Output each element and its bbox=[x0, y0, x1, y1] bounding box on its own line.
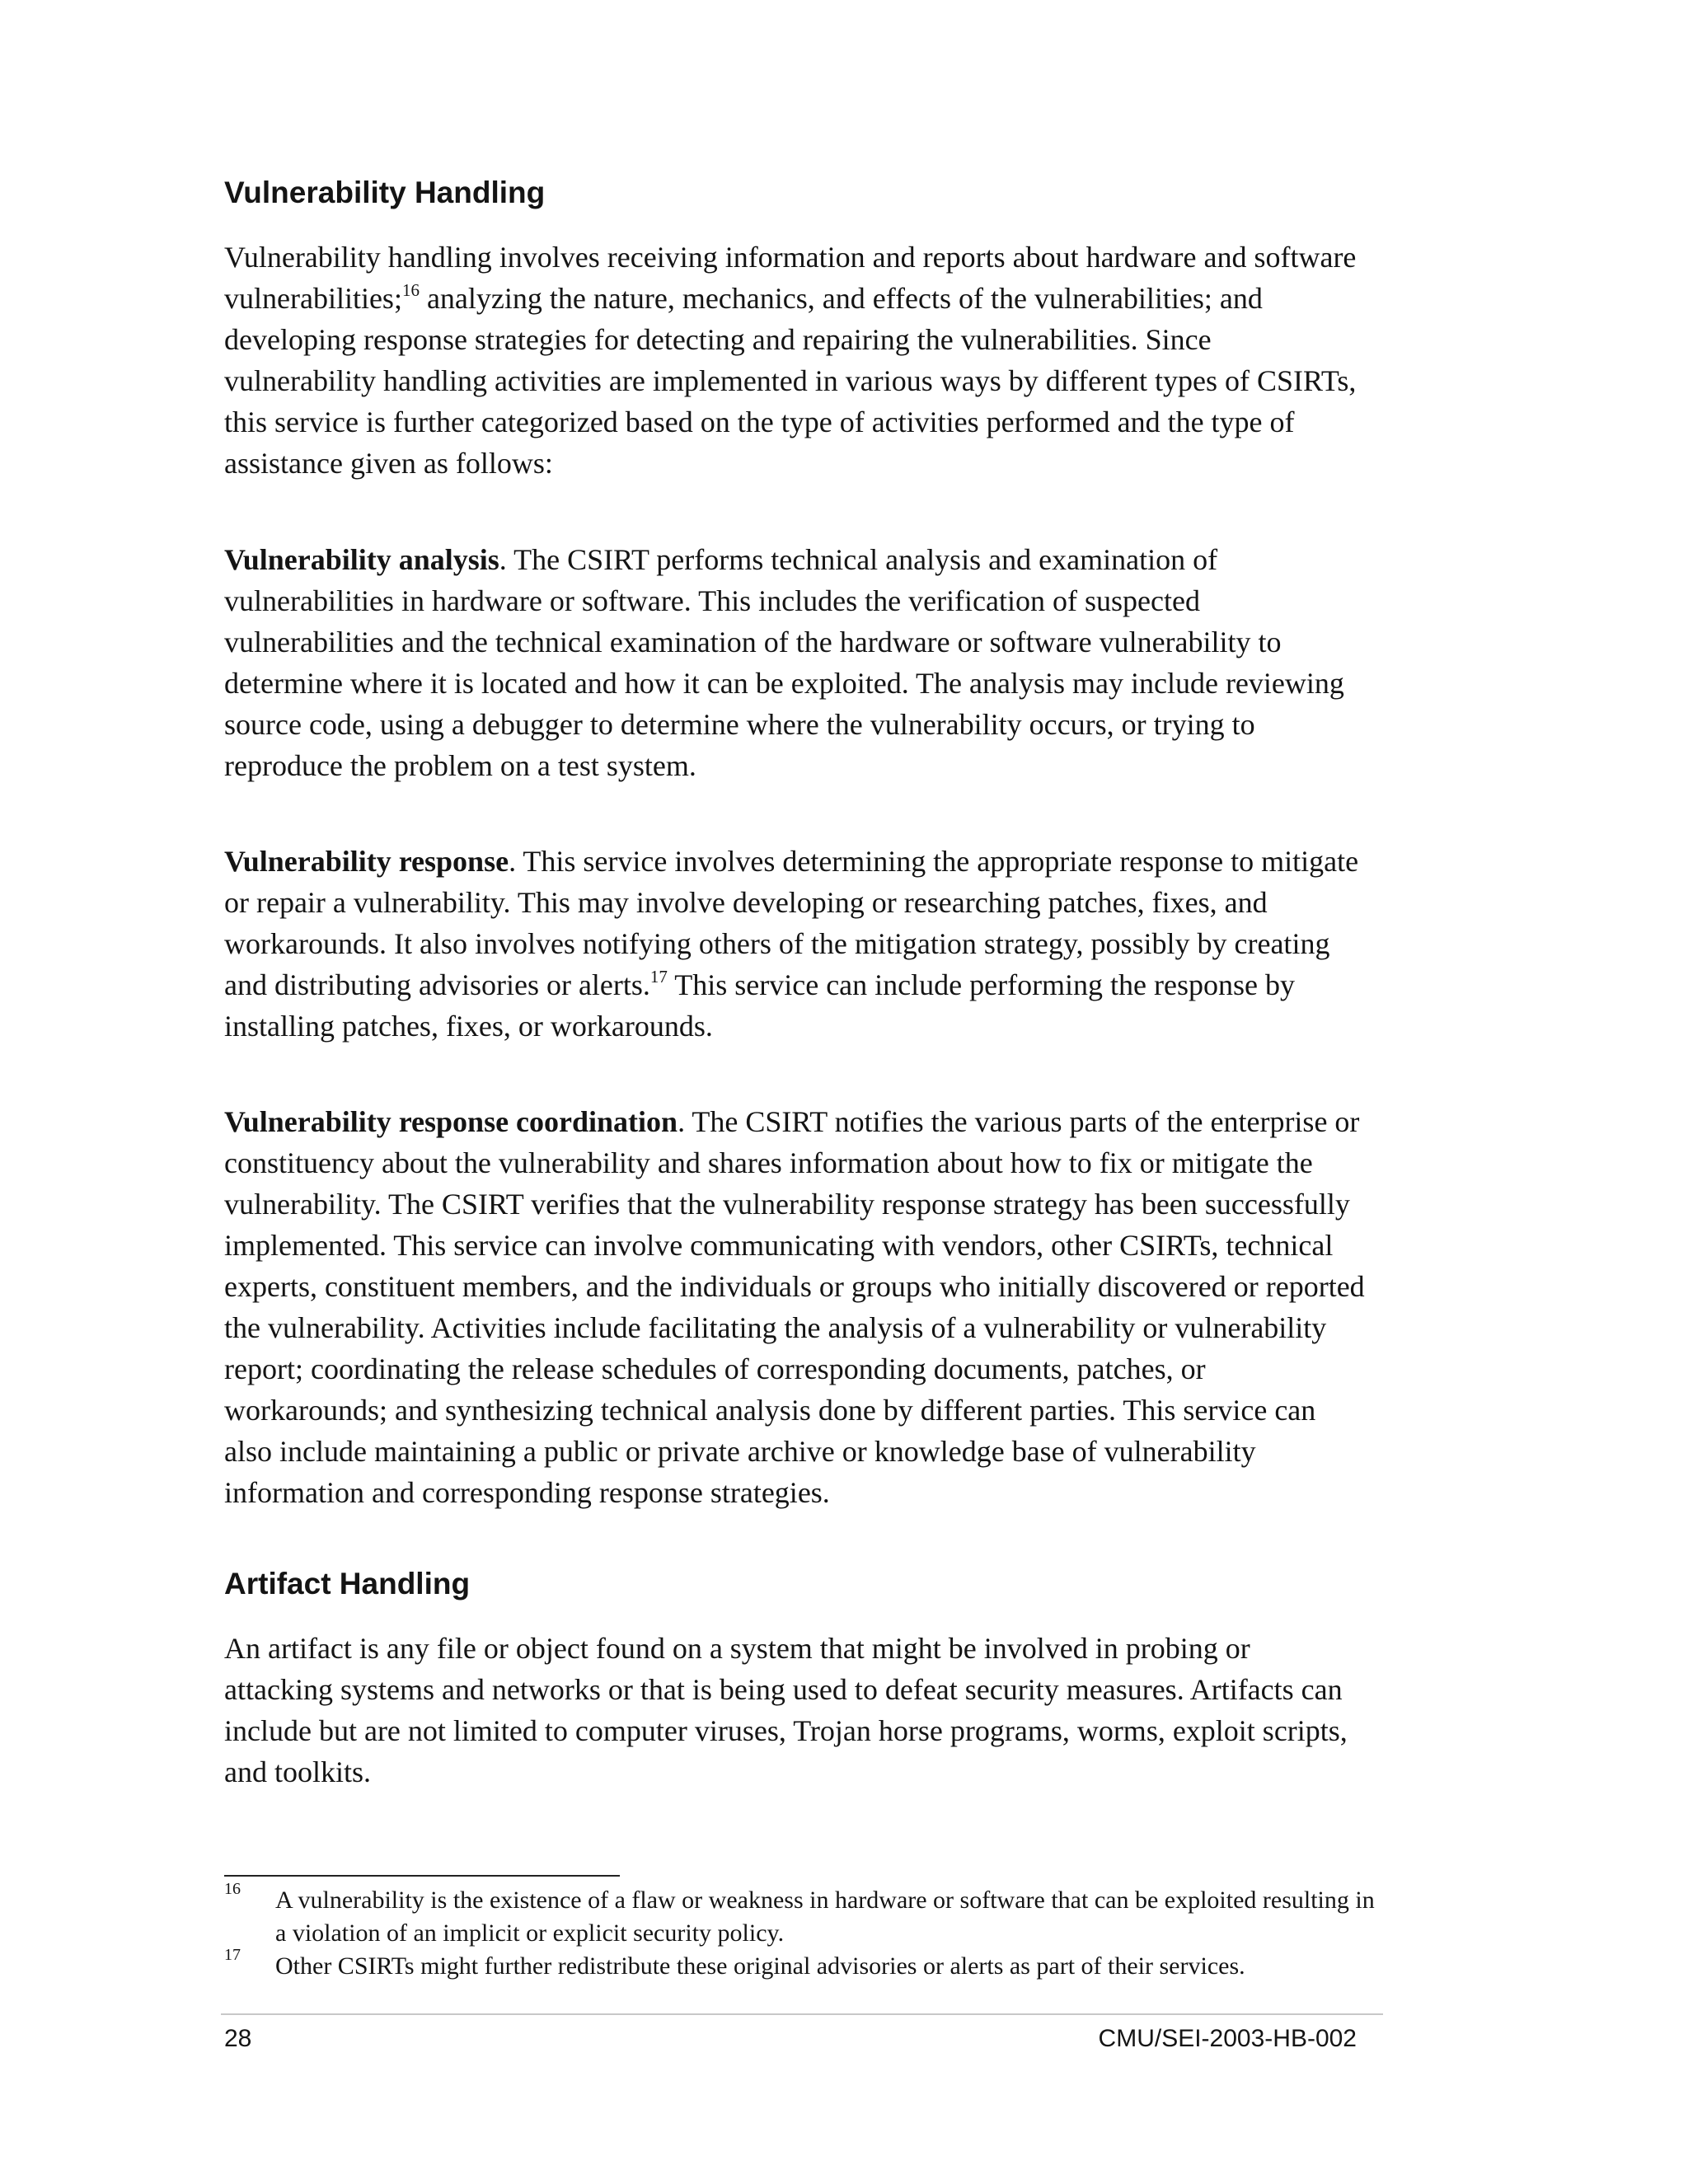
intro-text-part1: Vulnerability handling involves receiving information and reports about hardware and software vulnerabilities; bbox=[224, 241, 1357, 315]
heading-vulnerability-handling: Vulnerability Handling bbox=[224, 176, 546, 209]
response-text-part1: . This service involves determining the appropriate response to mitigate or repair a vulnerability. This may involve developing or researching patches, fixes, and workarounds. It also involves notifying others of the mitigation strategy, possibly by creating and distributing advisories or alerts. bbox=[224, 845, 1359, 1001]
page-number: 28 bbox=[224, 2025, 252, 2052]
term-vulnerability-response: Vulnerability response bbox=[224, 845, 509, 878]
response-text-part2: This service can include performing the response by installing patches, fixes, or workarounds. bbox=[224, 968, 1296, 1043]
footnote-number: 17 bbox=[224, 1946, 241, 1964]
footnote-number: 16 bbox=[224, 1880, 241, 1898]
paragraph-vulnerability-analysis bbox=[224, 539, 1366, 786]
footnote-ref-17[interactable]: 17 bbox=[649, 967, 668, 987]
heading-artifact-handling: Artifact Handling bbox=[224, 1567, 471, 1601]
coordination-text: . The CSIRT notifies the various parts of the enterprise or constituency about the vulnerability and shares information about how to fix or mitigate the vulnerability. The CSIRT verifies that the vulnerability response strategy has been successfully implemented. This service can involve communicating with vendors, other CSIRTs, technical experts, constituent members, and the individuals or groups who initially discovered or reported the vulnerability. Activities include facilitating the analysis of a vulnerability or vulnerability report; coordinating the release schedules of corresponding documents, patches, or workarounds; and synthesizing technical analysis done by different parties. This service can also include maintaining a public or private archive or knowledge base of vulnerability information and corresponding response strategies. bbox=[224, 1105, 1365, 1509]
term-vulnerability-analysis: Vulnerability analysis bbox=[224, 543, 499, 576]
document-id: CMU/SEI-2003-HB-002 bbox=[1098, 2025, 1357, 2052]
footer-separator bbox=[221, 2013, 1383, 2015]
footnote-text: Other CSIRTs might further redistribute these original advisories or alerts as part of their services. bbox=[275, 1952, 1245, 1980]
footnote-text: A vulnerability is the existence of a flaw or weakness in hardware or software that can be exploited resulting in a violation of an implicit or explicit security policy. bbox=[275, 1886, 1375, 1947]
footnote-ref-16[interactable]: 16 bbox=[401, 280, 420, 300]
term-vulnerability-response-coordination: Vulnerability response coordination bbox=[224, 1105, 678, 1138]
paragraph-artifact-handling-intro: An artifact is any file or object found on a system that might be involved in probing or attacking systems and networks or that is being used to defeat security measures. Artifacts can include but are not limited to computer viruses, Trojan horse programs, worms, exploit scripts, and toolkits. bbox=[224, 1632, 1348, 1788]
paragraph-vulnerability-response-coordination bbox=[224, 1101, 1366, 1513]
paragraph-vulnerability-response bbox=[224, 841, 1366, 1047]
analysis-text: . The CSIRT performs technical analysis and examination of vulnerabilities in hardware or software. This includes the verification of suspected vulnerabilities and the technical examination of the hardware or software vulnerability to determine where it is located and how it can be exploited. The analysis may include reviewing source code, using a debugger to determine where the vulnerability occurs, or trying to reproduce the problem on a test system. bbox=[224, 543, 1344, 782]
footnote-separator bbox=[224, 1875, 620, 1877]
intro-text-part2: analyzing the nature, mechanics, and effects of the vulnerabilities; and developing response strategies for detecting and repairing the vulnerabilities. Since vulnerability handling activities are implemented in various ways by different types of CSIRTs, this service is further categorized based on the type of activities performed and the type of assistance given as follows: bbox=[224, 282, 1357, 480]
paragraph-vulnerability-handling-intro bbox=[224, 237, 1366, 484]
